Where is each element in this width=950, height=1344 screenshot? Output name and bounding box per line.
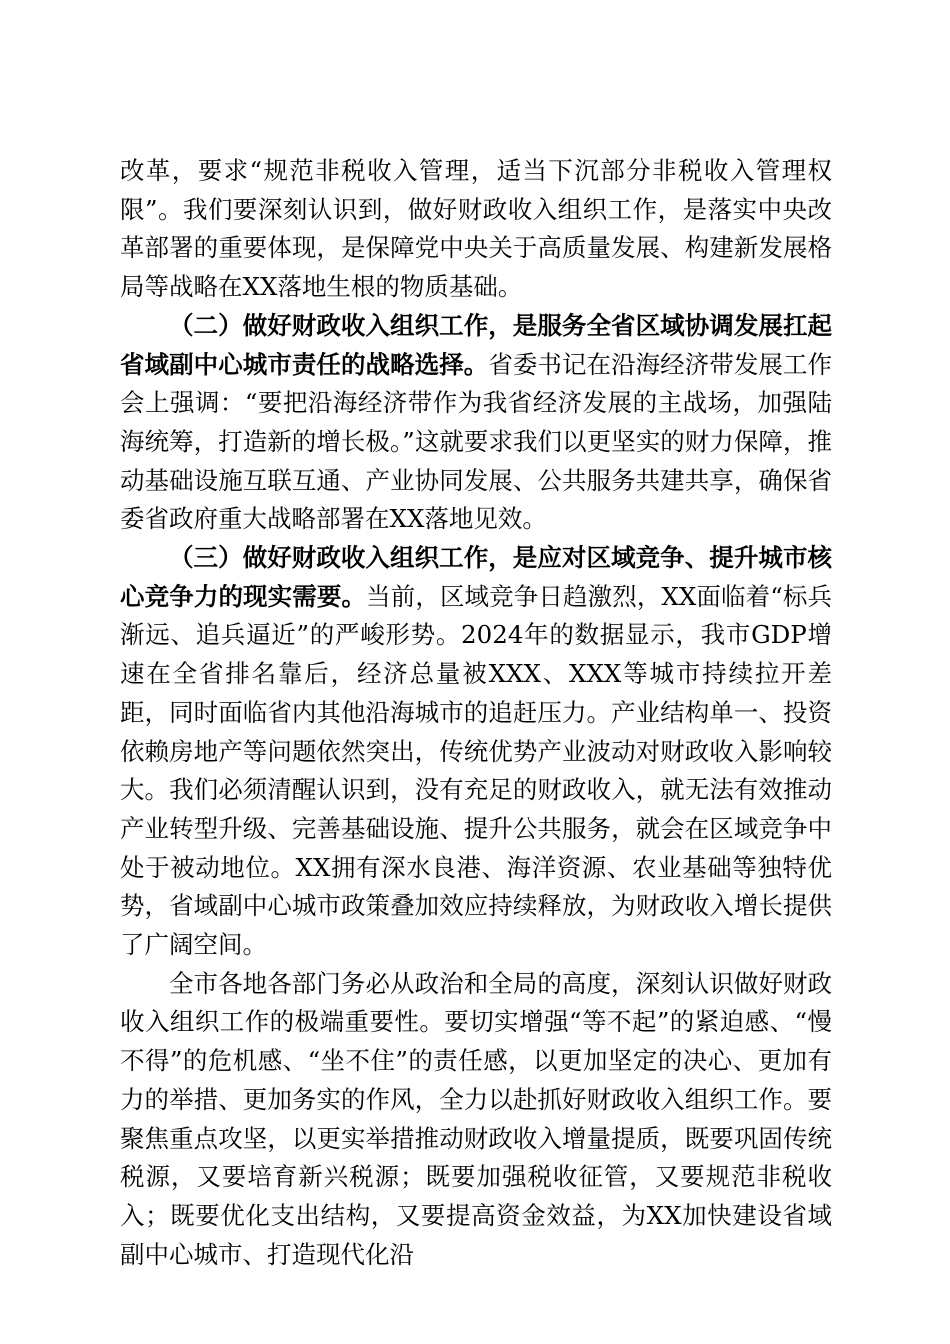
paragraph-section-three — [120, 539, 832, 965]
section-heading-two: （二）做好财政收入组织工作，是服务全省区域协调发展扛起省域副中心城市责任的战略选择。 — [120, 310, 832, 379]
paragraph-text: 省委书记在沿海经济带发展工作会上强调：“要把沿海经济带作为我省经济发展的主战场，加强陆海统筹，打造新的增长极。”这就要求我们以更坚实的财力保障，推动基础设施互联互通、产业协同发展、公共服务共建共享，确保省委省政府重大战略部署在XX落地见效。 — [120, 349, 833, 534]
section-heading-three: （三）做好财政收入组织工作，是应对区域竞争、提升城市核心竞争力的现实需要。 — [120, 543, 832, 611]
paragraph-section-two — [120, 307, 832, 539]
paragraph-continuation — [120, 152, 832, 307]
paragraph-summary — [120, 965, 832, 1275]
paragraph-text: 改革，要求“规范非税收入管理，适当下沉部分非税收入管理权限”。我们要深刻认识到，做好财政收入组织工作，是落实中央改革部署的重要体现，是保障党中央关于高质量发展、构建新发展格局等战略在XX落地生根的物质基础。 — [120, 156, 832, 302]
paragraph-text: 当前，区域竞争日趋激烈，XX面临着“标兵渐远、追兵逼近”的严峻形势。2024年的数据显示，我市GDP增速在全省排名靠后，经济总量被XXX、XXX等城市持续拉开差距，同时面临省内其他沿海城市的追赶压力。产业结构单一、投资依赖房地产等问题依然突出，传统优势产业波动对财政收入影响较大。我们必须清醒认识到，没有充足的财政收入，就无法有效推动产业转型升级、完善基础设施、提升公共服务，就会在区域竞争中处于被动地位。XX拥有深水良港、海洋资源、农业基础等独特优势，省域副中心城市政策叠加效应持续释放，为财政收入增长提供了广阔空间。 — [120, 581, 832, 960]
document-body — [120, 152, 832, 1274]
paragraph-text: 全市各地各部门务必从政治和全局的高度，深刻认识做好财政收入组织工作的极端重要性。要切实增强“等不起”的紧迫感、“慢不得”的危机感、“坐不住”的责任感，以更加坚定的决心、更加有力的举措、更加务实的作风，全力以赴抓好财政收入组织工作。要聚焦重点攻坚，以更实举措推动财政收入增量提质，既要巩固传统税源，又要培育新兴税源；既要加强税收征管，又要规范非税收入；既要优化支出结构，又要提高资金效益，为XX加快建设省域副中心城市、打造现代化沿 — [120, 968, 832, 1269]
